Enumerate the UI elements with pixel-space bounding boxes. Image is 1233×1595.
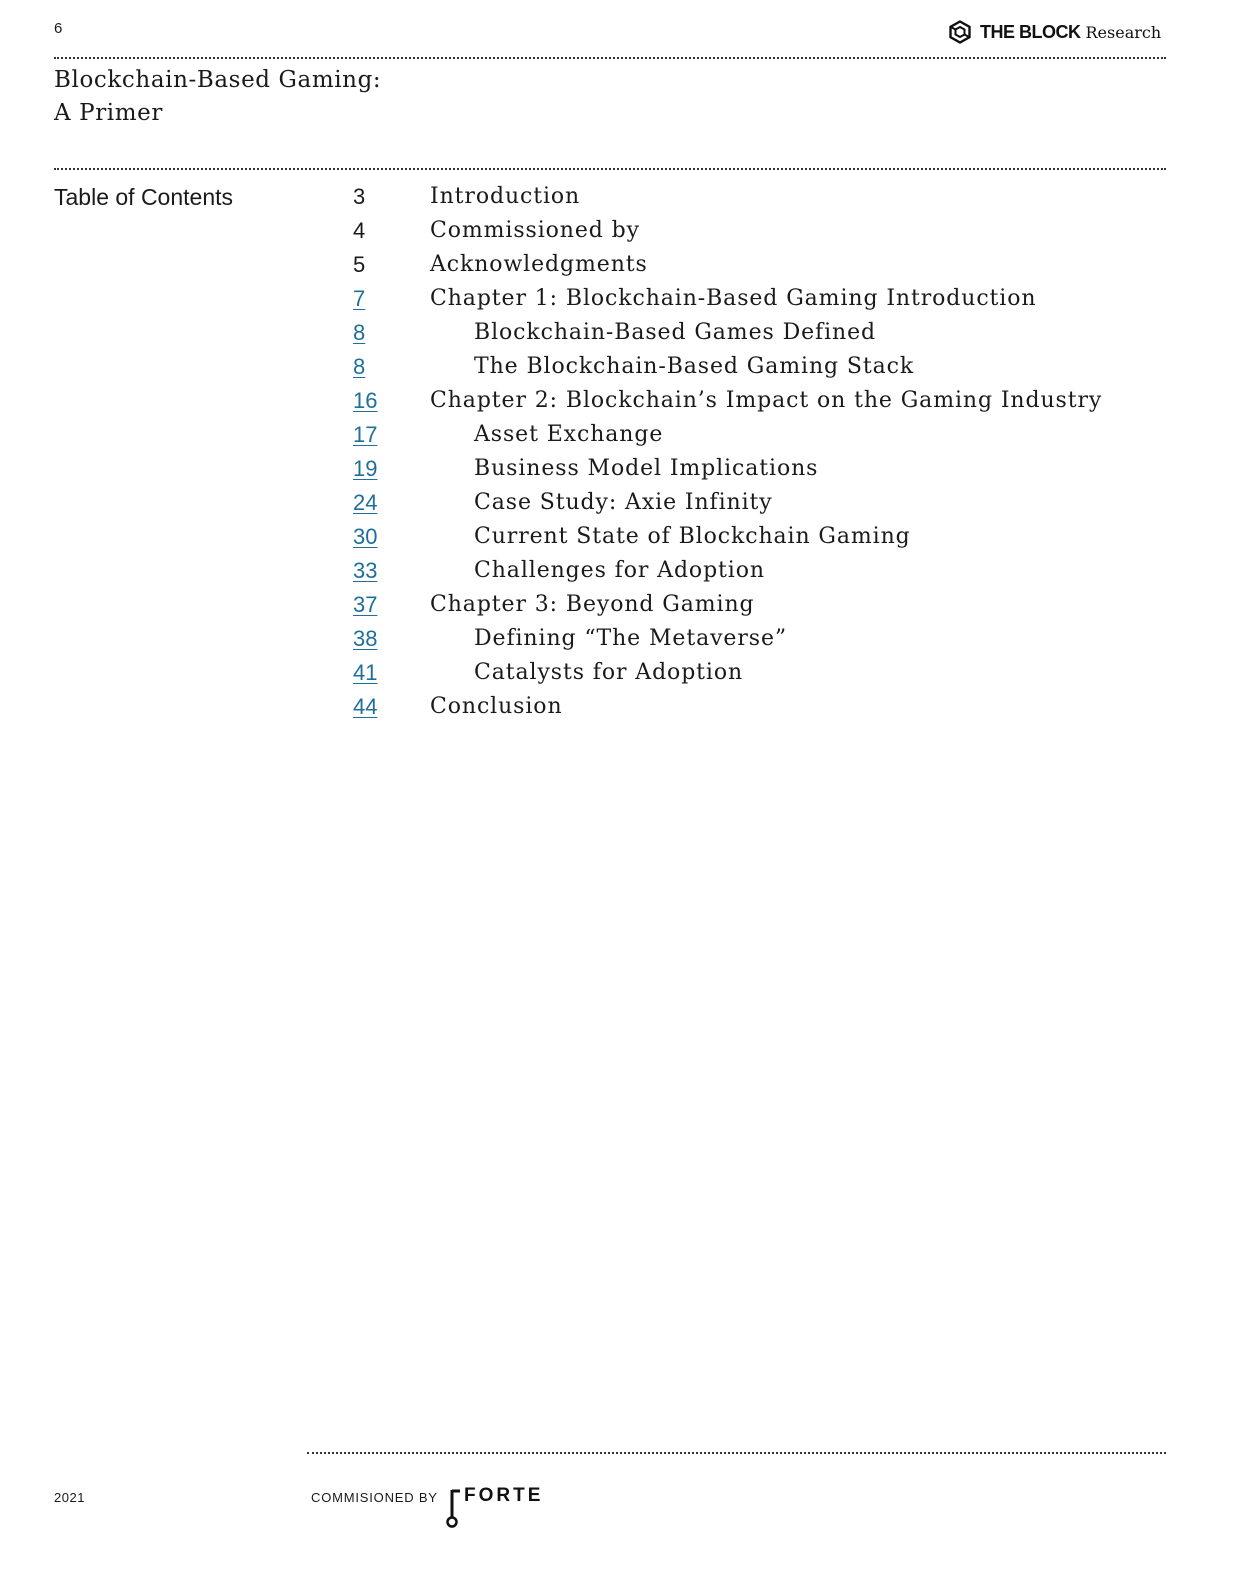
forte-logo [452, 1487, 542, 1531]
toc-page-link[interactable]: 8 [353, 320, 366, 345]
toc-entry[interactable] [353, 319, 1173, 353]
toc-page-number: 5 [353, 252, 366, 277]
toc-entry[interactable] [353, 591, 1173, 625]
toc-subsection-title: Case Study: Axie Infinity [474, 490, 773, 515]
commissioned-by-label: COMMISIONED BY [311, 1490, 438, 1505]
header-divider [54, 57, 1166, 59]
toc-section-title: Commissioned by [430, 218, 640, 243]
toc-entry[interactable] [353, 387, 1173, 421]
toc-section-title: Acknowledgments [430, 252, 648, 277]
toc-subsection-title: Defining “The Metaverse” [474, 626, 788, 651]
toc-entry[interactable] [353, 455, 1173, 489]
toc-entry [353, 217, 1173, 251]
toc-entry [353, 183, 1173, 217]
toc-page-link[interactable]: 37 [353, 592, 378, 617]
title-divider [54, 168, 1166, 170]
toc-heading: Table of Contents [54, 184, 234, 210]
toc-page-number: 3 [353, 184, 366, 209]
toc-section-title: Chapter 3: Beyond Gaming [430, 592, 755, 617]
toc-list [353, 183, 1173, 727]
toc-subsection-title: Challenges for Adoption [474, 558, 765, 583]
toc-entry[interactable] [353, 693, 1173, 727]
toc-entry[interactable] [353, 489, 1173, 523]
toc-entry[interactable] [353, 285, 1173, 319]
title-line-1: Blockchain-Based Gaming: [54, 67, 382, 93]
toc-entry[interactable] [353, 353, 1173, 387]
toc-page-link[interactable]: 8 [353, 354, 366, 379]
toc-subsection-title: Asset Exchange [474, 422, 664, 447]
cube-logo-icon [948, 20, 972, 44]
toc-page-link[interactable]: 30 [353, 524, 378, 549]
toc-page-link[interactable]: 41 [353, 660, 378, 685]
toc-page-link[interactable]: 38 [353, 626, 378, 651]
toc-section-title: Introduction [430, 184, 581, 209]
toc-page-link[interactable]: 7 [353, 286, 366, 311]
brand-logo [948, 18, 1161, 46]
toc-subsection-title: Catalysts for Adoption [474, 660, 744, 685]
footer-divider [307, 1452, 1166, 1454]
toc-page-link[interactable]: 24 [353, 490, 378, 515]
title-line-2: A Primer [54, 100, 163, 126]
page-number: 6 [54, 20, 63, 37]
toc-section-title: Chapter 1: Blockchain-Based Gaming Introduction [430, 286, 1037, 311]
toc-subsection-title: Blockchain-Based Games Defined [474, 320, 876, 345]
toc-page-link[interactable]: 16 [353, 388, 378, 413]
footer-year: 2021 [54, 1490, 85, 1505]
toc-entry[interactable] [353, 523, 1173, 557]
toc-entry[interactable] [353, 659, 1173, 693]
toc-section-title: Chapter 2: Blockchain’s Impact on the Gaming Industry [430, 388, 1103, 413]
toc-subsection-title: Current State of Blockchain Gaming [474, 524, 911, 549]
forte-wordmark: FORTE [464, 1485, 544, 1506]
toc-page-link[interactable]: 44 [353, 694, 378, 719]
toc-entry[interactable] [353, 421, 1173, 455]
toc-subsection-title: The Blockchain-Based Gaming Stack [474, 354, 915, 379]
toc-entry[interactable] [353, 557, 1173, 591]
toc-section-title: Conclusion [430, 694, 563, 719]
brand-sub: Research [1085, 22, 1162, 42]
toc-page-link[interactable]: 17 [353, 422, 378, 447]
document-title [54, 64, 381, 130]
toc-entry [353, 251, 1173, 285]
toc-page-number: 4 [353, 218, 366, 243]
toc-entry[interactable] [353, 625, 1173, 659]
brand-name: THE BLOCK [980, 21, 1081, 42]
toc-subsection-title: Business Model Implications [474, 456, 819, 481]
toc-page-link[interactable]: 33 [353, 558, 378, 583]
toc-page-link[interactable]: 19 [353, 456, 378, 481]
forte-f-stem-icon [446, 1487, 466, 1531]
